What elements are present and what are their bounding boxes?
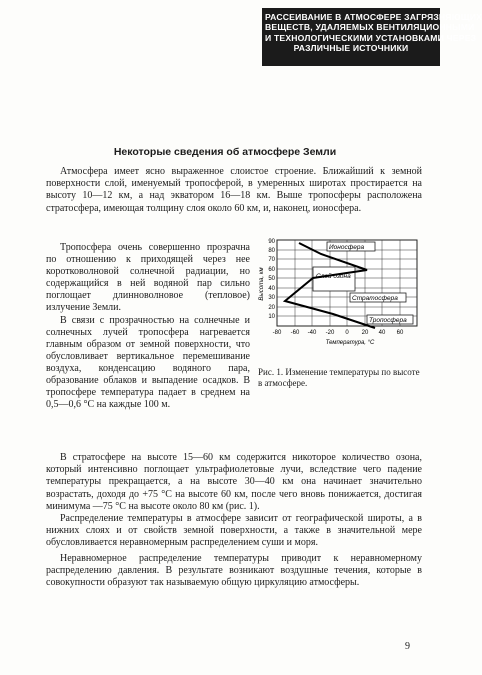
svg-text:90: 90 <box>268 239 275 245</box>
section-title: Некоторые сведения об атмосфере Земли <box>113 146 337 158</box>
svg-text:80: 80 <box>268 248 275 254</box>
paragraph: Атмосфера имеет ясно выраженное слоистое строение. Ближайший к земной поверхности слой, именуемый тропосферой, в умеренных широтах простирается на высоту 10—12 км, а над экватором 16—18 км. Выше тропосферы расположена стратосфера, имеющая толщину слоя около 60 км, и, наконец, ионосфера. <box>46 166 422 214</box>
paragraph: В связи с прозрачностью на солнечные и солнечных лучей тропосфера нагревается главным образом от земной поверхности, что обусловливает вертикальное перемешивание воздуха, конденсацию водяного пара, образование облаков и выпадение осадков. В тропосфере температура падает в среднем на 0,5—0,6 °С на каждые 100 м. <box>46 314 250 411</box>
chapter-header-line: РАССЕИВАНИЕ В АТМОСФЕРЕ ЗАГРЯЗНЯЮЩИХ <box>265 12 482 22</box>
layer-label-ozone: Слой озона <box>316 273 351 280</box>
figure-caption: Рис. 1. Изменение температуры по высоте в атмосфере. <box>258 367 420 388</box>
x-tick-labels <box>273 330 404 336</box>
svg-text:60: 60 <box>268 267 275 273</box>
body-block <box>46 452 422 589</box>
paragraph: В стратосфере на высоте 15—60 км содержится никоторое количество озона, который интенсивно поглощает ультрафиолетовые лучи, вследствие чего падение температуры прекращается, а на высоте 30—40 км она начинает значительно возрастать, доходя до +75 °С на высоте 60 км, после чего вновь понижается, достигая минимума —75 °С на высоте около 80 км (рис. 1). <box>46 452 422 512</box>
y-tick-labels <box>268 239 275 320</box>
svg-text:10: 10 <box>268 314 275 320</box>
svg-text:-60: -60 <box>290 330 300 336</box>
chapter-header-line: И ТЕХНОЛОГИЧЕСКИМИ УСТАНОВКАМИ ЧЕРЕЗ <box>265 32 477 43</box>
x-axis-label: Температура, °С <box>325 340 375 346</box>
svg-text:70: 70 <box>268 257 275 263</box>
svg-text:20: 20 <box>361 330 369 336</box>
temperature-figure <box>255 238 420 350</box>
paragraph: Неравномерное распределение температуры приводит к неравномерному распределению давления. В результате возникают воздушные течения, которые в совокупности образуют так называемую общую циркуляцию атмосферы. <box>46 552 422 589</box>
svg-text:-80: -80 <box>272 330 282 336</box>
layer-label-ionosphere: Ионосфера <box>329 244 365 251</box>
svg-text:40: 40 <box>268 286 275 292</box>
y-axis-label: Высота, км <box>259 267 265 301</box>
column-text <box>46 242 250 411</box>
layer-label-troposphere: Тропосфера <box>369 317 407 324</box>
layer-label-stratosphere: Стратосфера <box>352 295 398 302</box>
temperature-profile-chart <box>255 238 420 350</box>
svg-text:40: 40 <box>378 330 386 336</box>
svg-text:-20: -20 <box>325 330 335 336</box>
chapter-header <box>262 8 482 66</box>
svg-text:60: 60 <box>396 330 404 336</box>
svg-text:20: 20 <box>268 305 275 311</box>
page-number: 9 <box>405 641 410 652</box>
chapter-header-line: РАЗЛИЧНЫЕ ИСТОЧНИКИ <box>293 43 409 54</box>
svg-text:0: 0 <box>345 330 349 336</box>
svg-text:30: 30 <box>268 295 275 301</box>
paragraph: Распределение температуры в атмосфере зависит от географической широты, а в нижних слоях и от свойств земной поверхности, а также в значительной мере обусловливается неравномерным распределением суши и моря. <box>46 513 422 549</box>
svg-text:50: 50 <box>268 276 275 282</box>
intro-block <box>46 166 422 215</box>
svg-text:-40: -40 <box>307 330 317 336</box>
chapter-header-line: ВЕЩЕСТВ, УДАЛЯЕМЫХ ВЕНТИЛЯЦИОННЫМИ <box>265 22 475 33</box>
paragraph: Тропосфера очень совершенно прозрачна по отношению к приходящей через нее коротковолновой солнечной радиации, но содержащийся в ней водяной пар сильно поглощает длинноволновое (тепловое) излучение Земли. <box>46 242 250 314</box>
